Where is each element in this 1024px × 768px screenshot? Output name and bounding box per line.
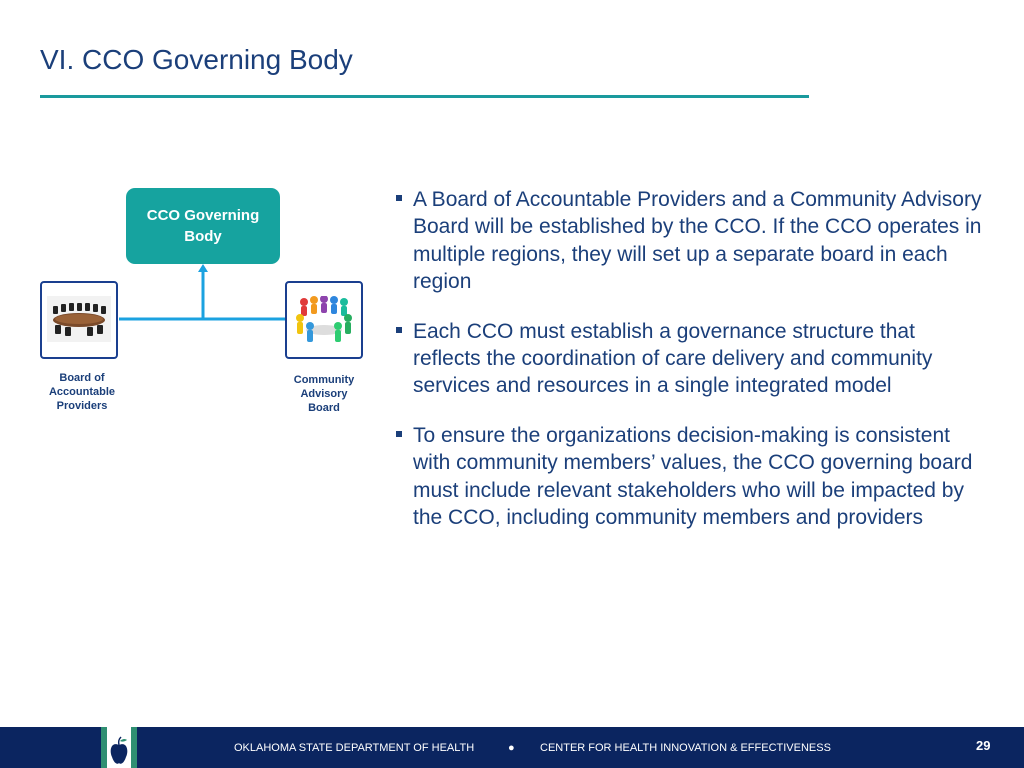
colorful-people-circle-icon xyxy=(292,296,356,346)
osdh-logo xyxy=(101,727,137,768)
apple-logo-icon xyxy=(101,727,137,768)
community-image-frame xyxy=(285,281,363,359)
slide-title: VI. CCO Governing Body xyxy=(40,44,353,75)
bullet-text: A Board of Accountable Providers and a Community Advisory Board will be established by the CCO. If the CCO operates in multiple regions, they will set up a separate board in each region xyxy=(413,188,982,294)
bullet-item xyxy=(396,422,986,532)
page-number: 29 xyxy=(976,738,991,753)
bullet-text: Each CCO must establish a governance structure that reflects the coordination of care delivery and community services and resources in a single integrated model xyxy=(413,319,933,398)
board-image-frame xyxy=(40,281,118,359)
connector-arrowhead xyxy=(198,264,208,272)
bullet-item xyxy=(396,186,986,296)
community-advisory-board-label: Community Advisory Board xyxy=(293,374,355,414)
bullet-text: To ensure the organizations decision-making is consistent with community members’ values, the CCO governing board must include relevant stakeholders who will be impacted by the CCO, including community members and providers xyxy=(413,423,973,530)
footer-center-name: CENTER FOR HEALTH INNOVATION & EFFECTIVENESS xyxy=(540,742,831,754)
square-bullet-icon xyxy=(396,195,402,201)
board-of-accountable-providers-label: Board of Accountable Providers xyxy=(48,372,115,412)
square-bullet-icon xyxy=(396,327,402,333)
square-bullet-icon xyxy=(396,431,402,437)
bullet-item xyxy=(396,318,986,400)
boardroom-table-icon xyxy=(47,296,111,342)
cco-governing-body-node: CCO Governing Body xyxy=(126,188,280,264)
bullet-list xyxy=(396,186,986,531)
footer-organization: OKLAHOMA STATE DEPARTMENT OF HEALTH xyxy=(234,742,475,754)
footer-separator: ● xyxy=(508,742,515,754)
footer-bar xyxy=(0,727,1024,768)
